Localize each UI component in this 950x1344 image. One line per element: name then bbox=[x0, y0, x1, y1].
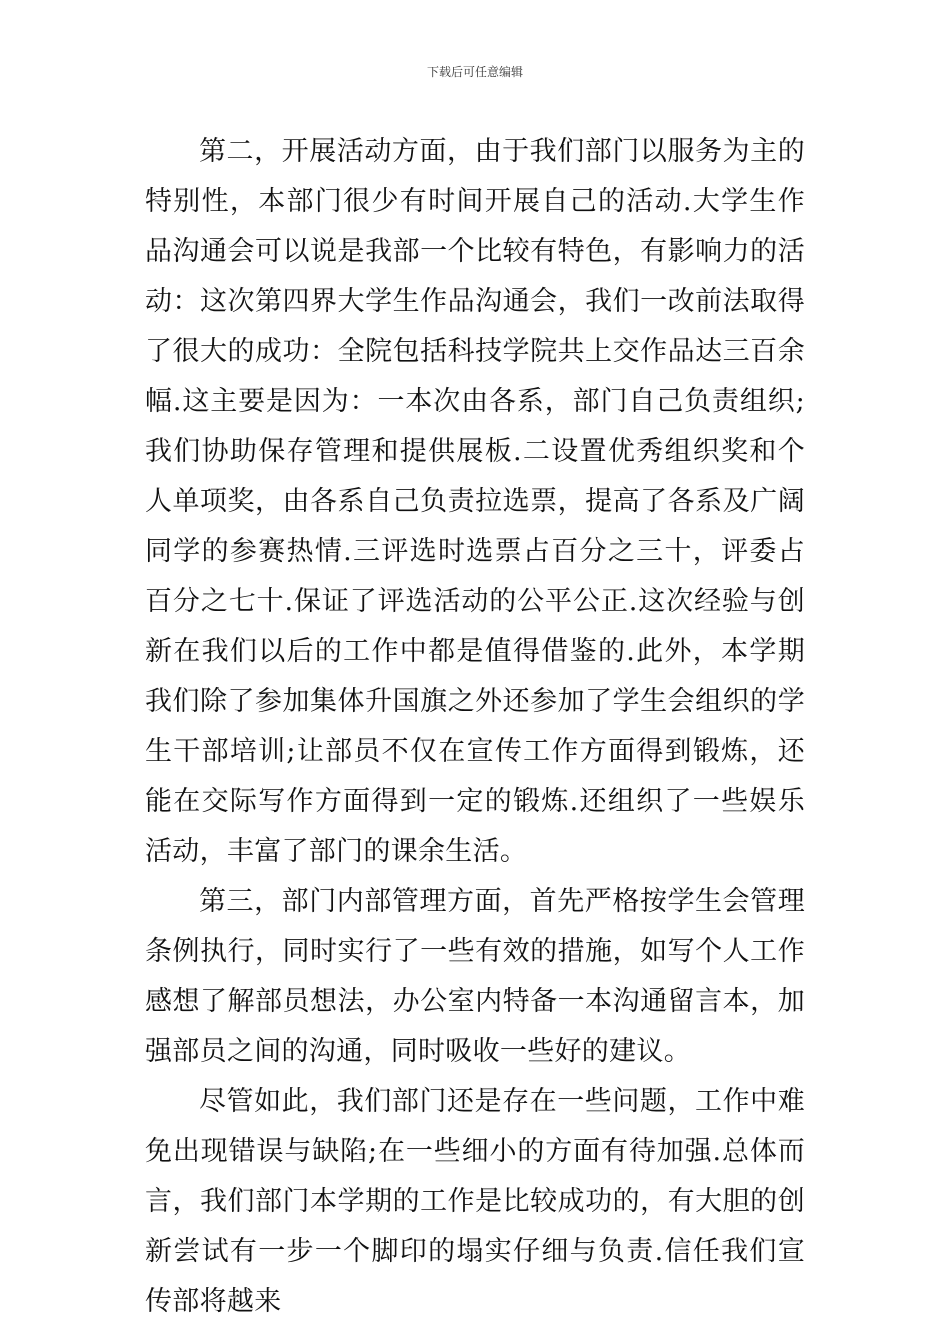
paragraph-management: 第三，部门内部管理方面，首先严格按学生会管理条例执行，同时实行了一些有效的措施，如写个人工作感想了解部员想法，办公室内特备一本沟通留言本，加强部员之间的沟通，同时吸收一些好的建议。 bbox=[145, 886, 805, 1067]
paragraph-summary: 尽管如此，我们部门还是存在一些问题，工作中难免出现错误与缺陷;在一些细小的方面有待加强.总体而言，我们部门本学期的工作是比较成功的，有大胆的创新尝试有一步一个脚印的塌实仔细与负责.信任我们宣传部将越来 bbox=[145, 1086, 805, 1317]
paragraph-activities: 第二，开展活动方面，由于我们部门以服务为主的特别性，本部门很少有时间开展自己的活动.大学生作品沟通会可以说是我部一个比较有特色，有影响力的活动：这次第四界大学生作品沟通会，我们一改前法取得了很大的成功：全院包括科技学院共上交作品达三百余幅.这主要是因为：一本次由各系，部门自己负责组织;我们协助保存管理和提供展板.二设置优秀组织奖和个人单项奖，由各系自己负责拉选票，提高了各系及广阔同学的参赛热情.三评选时选票占百分之三十，评委占百分之七十.保证了评选活动的公平公正.这次经验与创新在我们以后的工作中都是值得借鉴的.此外，本学期我们除了参加集体升国旗之外还参加了学生会组织的学生干部培训;让部员不仅在宣传工作方面得到锻炼，还能在交际写作方面得到一定的锻炼.还组织了一些娱乐活动，丰富了部门的课余生活。 bbox=[145, 136, 805, 867]
page-header: 下载后可任意编辑 bbox=[426, 65, 523, 79]
document-body bbox=[145, 127, 805, 1327]
